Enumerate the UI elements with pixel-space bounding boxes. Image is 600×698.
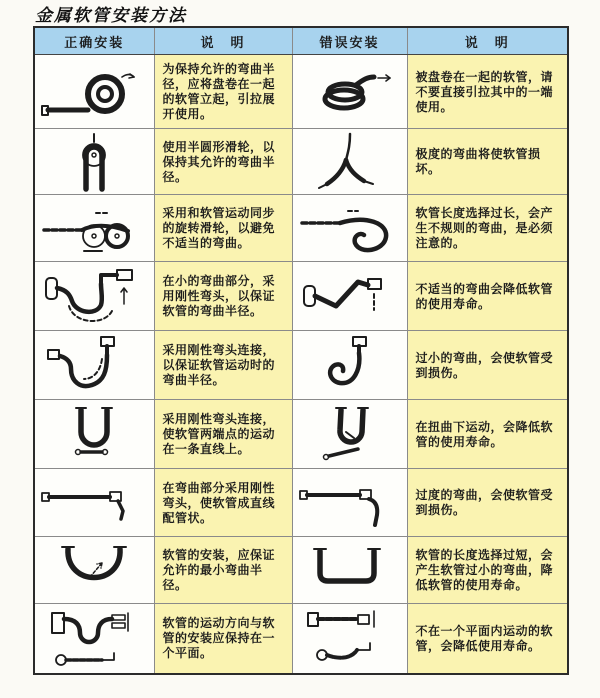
improper-sharp-bend-illustration (296, 264, 404, 328)
table-row (34, 400, 568, 469)
correct-description: 为保持允许的弯曲半径，应将盘卷在一起的软管立起，引拉展开使用。 (154, 55, 292, 129)
wrong-description: 不在一个平面内运动的软管，会降低使用寿命。 (407, 604, 568, 674)
straight-piping-with-elbow-illustration (38, 473, 150, 533)
excessive-bend-droop-illustration (296, 473, 404, 533)
correct-illustration-cell (34, 129, 154, 195)
correct-description: 采用和软管运动同步的旋转滑轮，以避免不适当的弯曲。 (154, 195, 292, 262)
synchronized-rotating-pulleys-illustration (38, 197, 150, 259)
hose-too-short-flat-u-illustration (296, 539, 404, 601)
installation-table (33, 26, 569, 675)
correct-illustration-cell (34, 55, 154, 129)
wrong-description: 不适当的弯曲会降低软管的使用寿命。 (407, 262, 568, 331)
header-wrong-install: 错误安装 (292, 27, 407, 55)
correct-illustration-cell (34, 469, 154, 537)
table-row (34, 469, 568, 537)
coil-stand-unroll-illustration (38, 61, 150, 123)
bend-too-small-illustration (296, 333, 404, 397)
wrong-description: 在扭曲下运动，会降低软管的使用寿命。 (407, 400, 568, 469)
extreme-bend-illustration (296, 132, 404, 192)
table-row (34, 331, 568, 400)
wrong-illustration-cell (292, 331, 407, 400)
correct-description: 软管的安装，应保证允许的最小弯曲半径。 (154, 537, 292, 604)
table-row (34, 262, 568, 331)
correct-illustration-cell (34, 604, 154, 674)
header-description-left: 说 明 (154, 27, 292, 55)
wrong-illustration-cell (292, 469, 407, 537)
wrong-illustration-cell (292, 129, 407, 195)
header-correct-install: 正确安装 (34, 27, 154, 55)
table-row (34, 537, 568, 604)
wrong-illustration-cell (292, 262, 407, 331)
table-row (34, 55, 568, 129)
hose-too-long-loop-illustration (296, 197, 404, 259)
rigid-elbow-connection-illustration (38, 333, 150, 397)
rigid-elbow-at-small-bend-illustration (38, 264, 150, 328)
correct-description: 软管的运动方向与软管的安装应保持在一个平面。 (154, 604, 292, 674)
correct-illustration-cell (34, 331, 154, 400)
table-row (34, 604, 568, 674)
correct-description: 采用刚性弯头连接，以保证软管运动时的弯曲半径。 (154, 331, 292, 400)
page-title: 金属软管安装方法 (35, 6, 187, 25)
twisted-motion-illustration (296, 402, 404, 466)
correct-illustration-cell (34, 537, 154, 604)
table-row (34, 129, 568, 195)
minimum-bend-radius-u-illustration (38, 539, 150, 601)
wrong-description: 过度的弯曲，会使软管受到损伤。 (407, 469, 568, 537)
correct-illustration-cell (34, 195, 154, 262)
wrong-illustration-cell (292, 195, 407, 262)
semicircular-pulley-illustration (38, 132, 150, 192)
correct-illustration-cell (34, 262, 154, 331)
motion-out-of-plane-illustration (296, 605, 404, 671)
correct-illustration-cell (34, 400, 154, 469)
wrong-description: 被盘卷在一起的软管，请不要直接引拉其中的一端使用。 (407, 55, 568, 129)
motion-in-same-plane-illustration (38, 605, 150, 671)
wrong-illustration-cell (292, 55, 407, 129)
wrong-description: 过小的弯曲，会使软管受到损伤。 (407, 331, 568, 400)
header-description-right: 说 明 (407, 27, 568, 55)
wrong-illustration-cell (292, 604, 407, 674)
coil-direct-pull-illustration (296, 61, 404, 123)
correct-description: 在弯曲部分采用刚性弯头，使软管成直线配管状。 (154, 469, 292, 537)
wrong-description: 极度的弯曲将使软管损坏。 (407, 129, 568, 195)
correct-description: 使用半圆形滑轮，以保持其允许的弯曲半径。 (154, 129, 292, 195)
header-row (34, 27, 568, 55)
wrong-description: 软管的长度选择过短，会产生软管过小的弯曲，降低软管的使用寿命。 (407, 537, 568, 604)
correct-description: 在小的弯曲部分，采用刚性弯头，以保证软管的弯曲半径。 (154, 262, 292, 331)
wrong-illustration-cell (292, 537, 407, 604)
wrong-illustration-cell (292, 400, 407, 469)
table-row (34, 195, 568, 262)
endpoints-on-straight-line-illustration (38, 402, 150, 466)
correct-description: 采用刚性弯头连接，使软管两端点的运动在一条直线上。 (154, 400, 292, 469)
wrong-description: 软管长度选择过长，会产生不规则的弯曲，是必须注意的。 (407, 195, 568, 262)
